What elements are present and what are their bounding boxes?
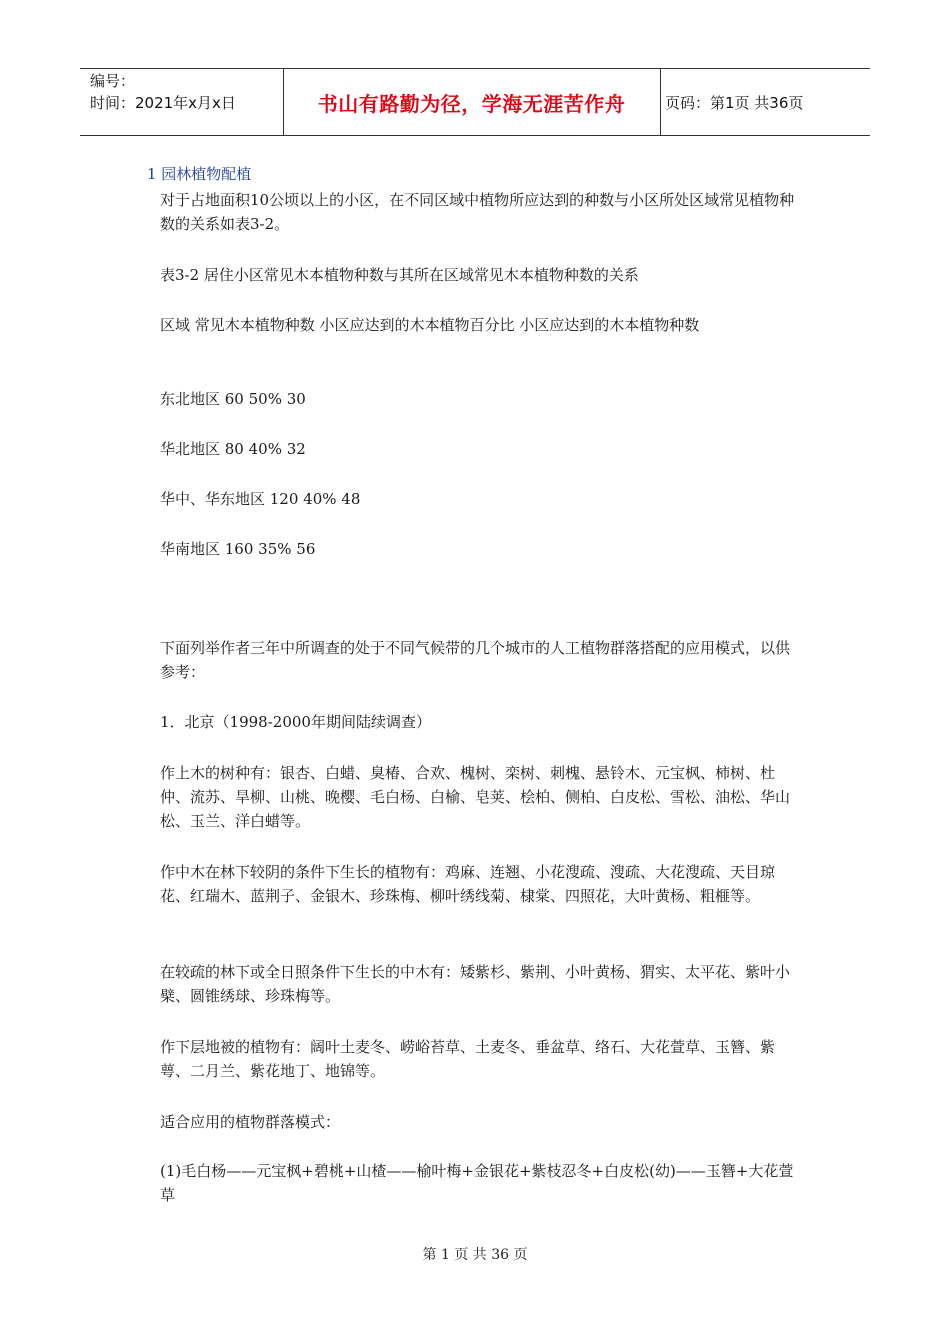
middle-shade-paragraph: 作中木在林下较阴的条件下生长的植物有：鸡麻、连翘、小花溲疏、溲疏、大花溲疏、天目琼花、红瑞木、蓝荆子、金银木、珍珠梅、柳叶绣线菊、棣棠、四照花，大叶黄杨、粗榧等。 [160,863,776,905]
community-pattern-1: (1)毛白杨——元宝枫+碧桃+山楂——榆叶梅+金银花+紫枝忍冬+白皮松(幼)——玉簪+大花萱草 [160,1162,794,1204]
community-heading: 适合应用的植物群落模式： [160,1113,341,1131]
middle-sun-paragraph: 在较疏的林下或全日照条件下生长的中木有：矮紫杉、紫荆、小叶黄杨、猬实、太平花、紫叶小檗、圆锥绣球、珍珠梅等。 [160,963,791,1005]
beijing-heading: 1．北京（1998-2000年期间陆续调查） [160,713,431,731]
page-footer: 第 1 页 共 36 页 [422,1247,528,1263]
header-meta [90,70,236,114]
header-divider-right [660,68,661,136]
table-row: 华中、华东地区 120 40% 48 [160,490,361,508]
upper-trees-paragraph: 作上木的树种有：银杏、白蜡、臭椿、合欢、槐树、栾树、刺槐、悬铃木、元宝枫、柿树、杜仲、流苏、旱柳、山桃、晚樱、毛白杨、白榆、皂荚、桧柏、侧柏、白皮松、雪松、油松、华山松、玉兰、洋白蜡等。 [160,764,791,830]
section-title: 1 园林植物配植 [147,165,252,183]
ground-cover-paragraph: 作下层地被的植物有：阔叶土麦冬、崂峪苔草、土麦冬、垂盆草、络石、大花萱草、玉簪、紫萼、二月兰、紫花地丁、地锦等。 [160,1038,776,1080]
intro-paragraph: 对于占地面积10公顷以上的小区，在不同区域中植物所应达到的种数与小区所处区域常见植物种数的关系如表3-2。 [160,191,795,233]
table-row: 华北地区 80 40% 32 [160,440,306,458]
table-header-row: 区域 常见木本植物种数 小区应达到的木本植物百分比 小区应达到的木本植物种数 [160,316,700,334]
document-number-label: 编号： [90,72,136,90]
table-row: 华南地区 160 35% 56 [160,540,316,558]
survey-intro-paragraph: 下面列举作者三年中所调查的处于不同气候带的几个城市的人工植物群落搭配的应用模式，以供参考： [160,639,791,681]
header-page-info: 页码：第1页 共36页 [665,93,804,112]
document-time-label: 时间：2021年x月x日 [90,94,236,112]
table-row: 东北地区 60 50% 30 [160,390,306,408]
page-header [80,68,870,136]
header-motto: 书山有路勤为径，学海无涯苦作舟 [317,91,626,116]
table-caption: 表3-2 居住小区常见木本植物种数与其所在区域常见木本植物种数的关系 [160,266,639,284]
